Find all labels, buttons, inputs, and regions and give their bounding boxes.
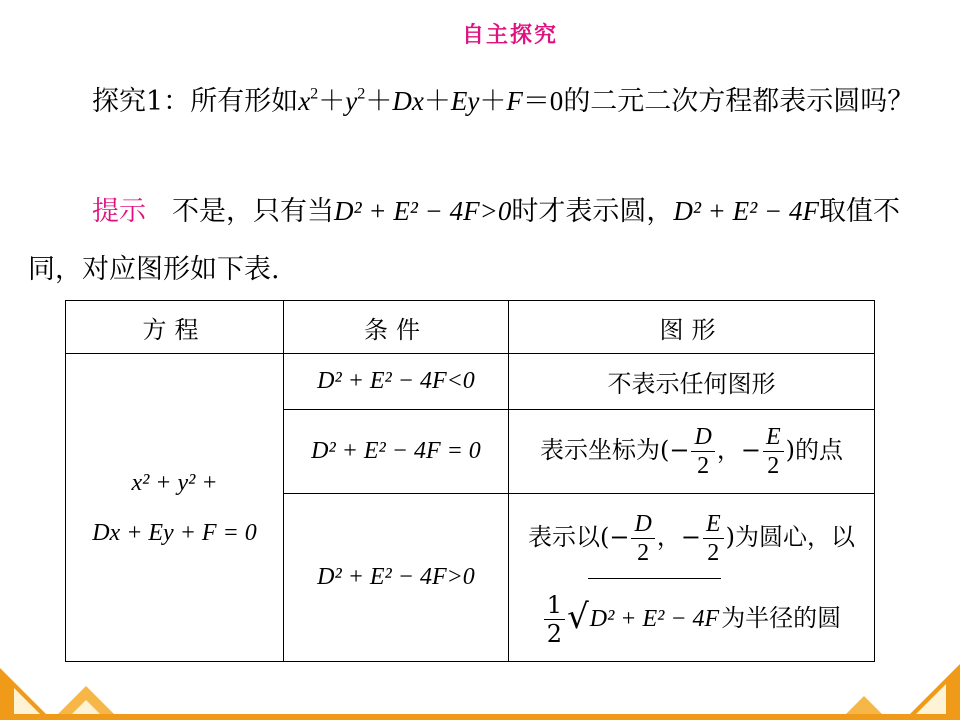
question-label: 探究1： <box>92 86 191 117</box>
fraction-minus-e-over-2: $\frac{E}{2}$ <box>763 425 784 478</box>
general-equation: $x^2+y^2+Dx+Ey+F=0$ <box>298 84 564 116</box>
header-condition: 条件 <box>284 301 509 354</box>
question-text-b: 的二元二次方程都表示圆吗？ <box>563 86 915 117</box>
question-text-a: 所有形如 <box>190 86 299 117</box>
fraction-minus-d-over-2: $\frac{D}{2}$ <box>691 425 714 478</box>
header-equation: 方程 <box>66 301 284 354</box>
center-y-fraction: $\frac{E}{2}$ <box>703 512 724 565</box>
radicand: D² + E² − 4F <box>588 578 721 659</box>
condition-greater-than-zero: D² + E² − 4F>0 <box>284 494 509 662</box>
header-figure: 图形 <box>509 301 875 354</box>
cases-table <box>65 300 875 662</box>
equation-line-2: Dx + Ey + F = 0 <box>92 519 257 546</box>
hint-text-a: 不是，只有当 <box>172 196 334 227</box>
corner-decoration-right <box>840 660 960 720</box>
hint-label: 提示 <box>92 196 146 227</box>
condition-equal-zero: D² + E² − 4F = 0 <box>284 410 509 494</box>
footer-bar <box>0 714 960 720</box>
circle-condition: D² + E² − 4F>0 <box>334 196 512 226</box>
figure-circle: 表示以(− $\frac{D}{2}$ ，− $\frac{E}{2}$ )为圆心，以 $\frac{1}{2}$ √D² + E² − 4F为半径的圆 <box>509 494 875 662</box>
equation-cell <box>66 354 284 662</box>
corner-decoration-left <box>0 660 160 720</box>
figure-point: 表示坐标为(− $\frac{D}{2}$ ，− $\frac{E}{2}$ )的点 <box>509 410 875 494</box>
hint-text-c: 取值不同，对应图形如下表. <box>28 196 900 285</box>
hint-text-b: 时才表示圆， <box>511 196 674 227</box>
slide-title: 自主探究 <box>461 23 558 48</box>
one-half-fraction: $\frac{1}{2}$ <box>544 593 565 646</box>
center-x-fraction: $\frac{D}{2}$ <box>631 512 654 565</box>
hint-paragraph <box>28 182 938 299</box>
discriminant-expr: D² + E² − 4F <box>673 196 819 226</box>
table-header-row <box>66 301 875 354</box>
figure-none: 不表示任何图形 <box>509 354 875 410</box>
radical-sign: √ <box>567 596 589 637</box>
equation-line-1: x² + y² + <box>131 469 218 496</box>
condition-less-than-zero: D² + E² − 4F<0 <box>284 354 509 410</box>
question-paragraph <box>28 72 938 131</box>
table-row <box>66 354 875 410</box>
